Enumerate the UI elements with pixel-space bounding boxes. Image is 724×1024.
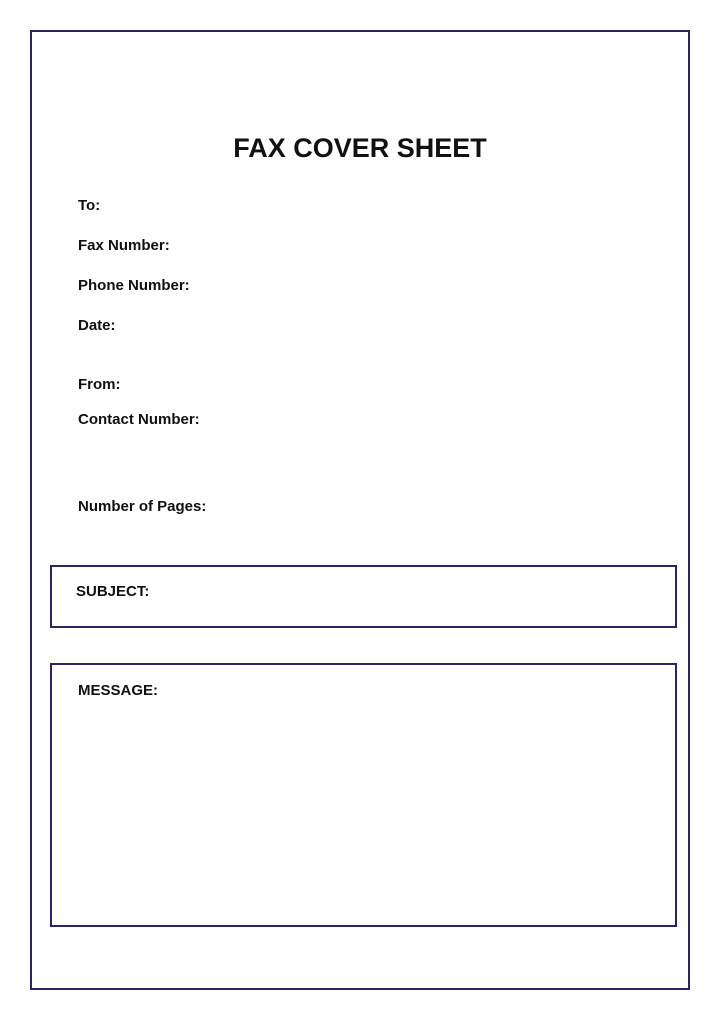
contact-number-label: Contact Number:: [78, 411, 200, 428]
date-label: Date:: [78, 317, 116, 334]
subject-label: SUBJECT:: [76, 583, 150, 600]
subject-box[interactable]: [50, 565, 677, 628]
message-label: MESSAGE:: [78, 682, 159, 699]
phone-number-label: Phone Number:: [78, 277, 190, 294]
from-label: From:: [78, 376, 121, 393]
to-label: To:: [78, 197, 101, 214]
fax-cover-sheet: [30, 30, 690, 990]
fax-number-label: Fax Number:: [78, 237, 170, 254]
number-of-pages-label: Number of Pages:: [78, 498, 207, 515]
message-box[interactable]: [50, 663, 677, 927]
page-title: FAX COVER SHEET: [233, 133, 487, 163]
